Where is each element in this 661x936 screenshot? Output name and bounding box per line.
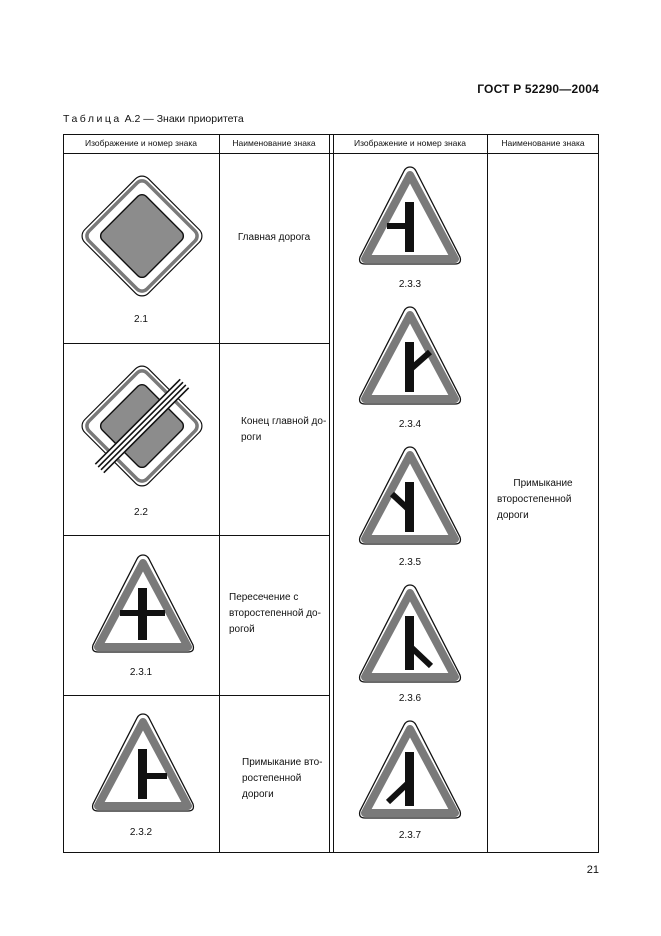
sign-number: 2.3.1: [129, 667, 153, 678]
column-header-name: Наименование знака: [232, 138, 316, 148]
junction-left-down-sign: [354, 716, 466, 828]
sign-number: 2.3.4: [398, 419, 422, 430]
sign-name: Примыкание вто- ростепенной дороги: [242, 757, 323, 800]
document-standard-number: ГОСТ Р 52290—2004: [477, 82, 599, 96]
main-road-sign: [73, 167, 211, 305]
junction-left-sign: [354, 162, 466, 274]
sign-number: 2.3.3: [398, 279, 422, 290]
sign-name: Пересечение с второстепенной до- рогой: [229, 592, 321, 635]
crossroads-sign: [87, 550, 199, 662]
sign-number: 2.3.5: [398, 557, 422, 568]
sign-name: Примыкание второстепенной дороги: [497, 478, 573, 521]
sign-name: Главная дорога: [237, 232, 311, 243]
table-caption-label: Таблица: [63, 113, 122, 125]
end-of-main-road-sign: [73, 357, 211, 495]
junction-left-oblique-sign: [354, 442, 466, 554]
table-caption-text: А.2 — Знаки приоритета: [124, 113, 244, 125]
sign-number: 2.1: [134, 314, 148, 325]
page-number: 21: [586, 864, 599, 876]
junction-right-oblique-sign: [354, 302, 466, 414]
sign-name: Конец главной до- роги: [241, 416, 327, 443]
sign-number: 2.3.6: [398, 693, 422, 704]
table-caption: [63, 113, 244, 125]
column-header-image: Изображение и номер знака: [84, 138, 198, 148]
sign-number: 2.2: [134, 507, 148, 518]
column-header-name: Наименование знака: [501, 138, 585, 148]
junction-sign: [87, 709, 199, 821]
sign-number: 2.3.2: [129, 827, 153, 838]
junction-right-down-sign: [354, 580, 466, 692]
column-header-image: Изображение и номер знака: [353, 138, 467, 148]
sign-number: 2.3.7: [398, 830, 422, 841]
